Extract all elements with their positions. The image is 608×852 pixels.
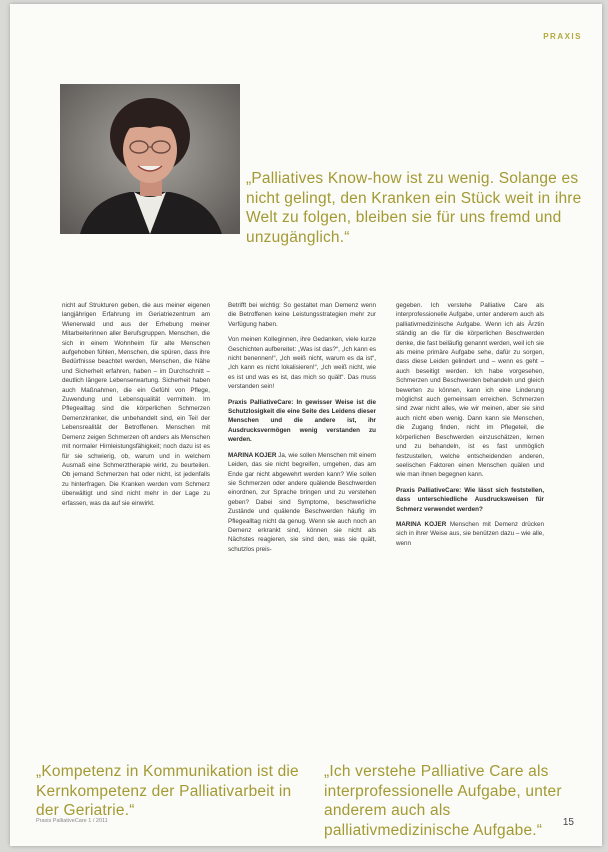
answer-text: Menschen mit Demenz drücken sich in ihrer Weise aus, sie benützen dazu – wie alle, wenn	[396, 520, 544, 547]
portrait-image	[60, 84, 240, 234]
page-number: 15	[562, 817, 574, 828]
interview-answer	[228, 451, 376, 554]
interview-question: Praxis PalliativeCare: In gewisser Weise ist die Schutzlosigkeit die eine Seite des Leidens dieser Menschen und die andere ist, ihr Ausdrucksvermögen wenig verstanden zu werden.	[228, 398, 376, 444]
speaker-name: MARINA KOJER	[396, 520, 447, 528]
section-label: PRAXIS	[543, 32, 582, 41]
speaker-name: MARINA KOJER	[228, 451, 277, 459]
publication-footer: Praxis PalliativeCare 1 / 2011	[36, 818, 108, 824]
paragraph: gegeben. Ich verstehe Palliative Care als interprofessionelle Aufgabe, unter anderem auch als palliativmedizinische Aufgabe. Wenn ich als Ärztin ständig an die für die körperlichen Beschwerden denke, die fast beiläufig genannt werden, weil ich sie als meine primäre Aufgabe sehe, dafür zu sorgen, dass diese Leiden gelindert und – wenn es geht – auch beseitigt werden. Ich habe vorgesehen, Schmerzen und Beschwerden behandeln und gleich bewerten zu können, kann ich eine Linderung möglichst auch gemeinsam erreichen. Schmerzen sind zwar nicht alles, wie wir meinen, aber sie sind auch nicht eben wenig. Dann kann sie Menschen, die Zugang finden, nicht im Pflegeteil, die körperlichen Beschwerden einzuschätzen, lernen und zu behandeln, ist es fast unmöglich festzustellen, welche entscheidenden anderen, seelischen Faktoren einen Menschen quälen und wie man ihnen begegnen kann.	[396, 302, 544, 479]
paragraph: nicht auf Strukturen geben, die aus meiner eigenen langjährigen Erfahrung im Geriatriezentrum am Wienerwald und aus der Erhebung meiner Mitarbeiterinnen aller Berufsgruppen. Menschen, die sich in einem Wohnheim für alte Menschen aufgehoben fühlen, Menschen, die spüren, dass ihre Bedürfnisse beachtet werden, Menschen, die Nähe und Sicherheit erfahren, haben – im Durchschnitt – deutlich längere Lebenserwartung. Sicherheit haben auch Maßnahmen, die ein Gefühl von Pflege, Zuwendung und Lebensqualität vermitteln. Im Pflegealltag sind die körperlichen Schmerzen Demenzkranker, die unbehandelt sind, ein Teil der Lebensrealität der Betroffenen. Menschen mit Demenz zeigen Schmerzen oft anders als Menschen mit normaler Hirnleistungsfähigkeit; noch dazu ist es für sie schwierig, ob, warum und in welchem Ausmaß eine Schmerztherapie wirkt, zu beurteilen. Ob jemand Schmerzen hat oder nicht, ist jedenfalls zu hinterfragen. Die Kranken werden vom Schmerz überwältigt und sind nicht mehr in der Lage zu erfassen, was da auf sie einwirkt.	[62, 302, 210, 507]
magazine-page	[10, 4, 602, 846]
text-column-1	[62, 301, 210, 514]
text-column-2	[228, 301, 376, 560]
paragraph: Betrifft bei wichtig: So gestaltet man Demenz wenn die Betroffenen keine Leistungsstrategien mehr zur Verfügung haben.	[228, 302, 376, 328]
pull-quote-bottom-left: „Kompetenz in Kommunikation ist die Kernkompetenz der Palliativarbeit in der Geriatrie.“	[36, 763, 299, 819]
text-column-3	[396, 301, 544, 554]
paragraph: Von meinen Kolleginnen, ihre Gedanken, viele kurze Geschichten aufbereitet: „Was ist das?“, „Ich kann es nicht benennen!“, „Ich weiß nicht, warum es da ist“, „Ich kann es nicht lokalisieren!“, „Ich weiß nicht, wie es ist und was es ist, das mich so quält“. Das muss verstanden sein!	[228, 336, 376, 391]
portrait-photo	[60, 84, 240, 234]
answer-text: Ja, wie sollen Menschen mit einem Leiden, das sie nicht begreifen, umgehen, das am Ende gar nicht abgewehrt werden kann? Wie sollen sie Schmerzen oder andere quälende Beschwerden einordnen, zur Sprache bringen und zu verstehen geben? Dabei sind Symptome, beschwerliche Zustände und quälende Beschwerden häufig im Pflegealltag nicht da genug. Wenn sie auch noch an Demenz erkrankt sind, können sie nicht als Nächstes reagieren, sie sind den, was sie quält, schutzlos preis-	[228, 451, 376, 553]
interview-answer	[396, 520, 544, 548]
interview-question: Praxis PalliativeCare: Wie lässt sich feststellen, dass unterschiedliche Ausdrucksweisen für Schmerz verwendet werden?	[396, 486, 544, 513]
pull-quote-bottom-right: „Ich verstehe Palliative Care als interprofessionelle Aufgabe, unter anderem auch als palliativmedizinische Aufgabe.“	[324, 763, 562, 839]
pull-quote-top: „Palliatives Know-how ist zu wenig. Solange es nicht gelingt, den Kranken ein Stück weit in ihre Welt zu folgen, bleiben sie für uns fremd und unzugänglich.“	[246, 170, 582, 246]
